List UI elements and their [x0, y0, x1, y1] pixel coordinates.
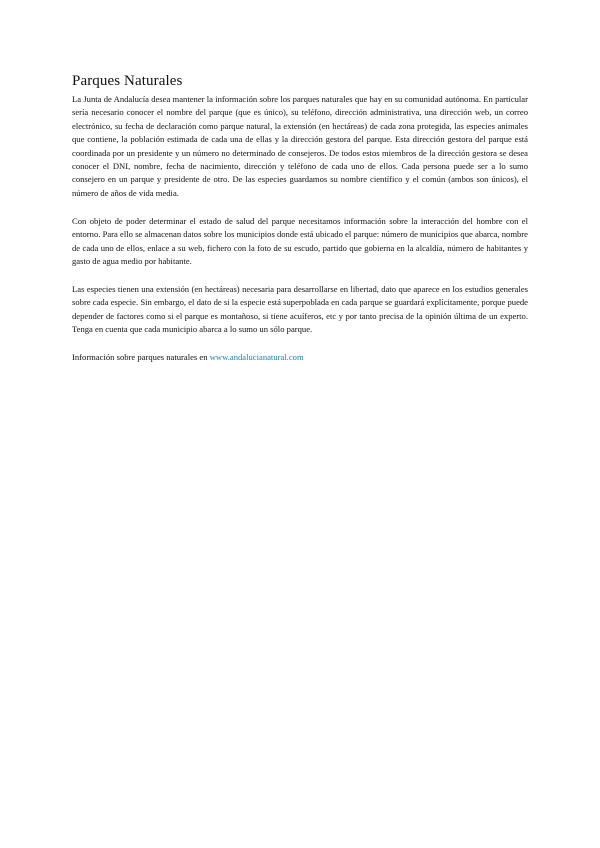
website-link[interactable]: www.andalucianatural.com — [209, 352, 304, 362]
document-body — [72, 72, 528, 379]
footer-line — [72, 351, 528, 364]
footer-text: Información sobre parques naturales en — [72, 352, 210, 362]
paragraph-1: La Junta de Andalucía desea mantener la información sobre los parques naturales que hay en su comunidad autónoma. En particular sería necesario conocer el nombre del parque (que es único), su teléfono, dirección administrativa, una dirección web, un correo electrónico, su fecha de declaración como parque natural, la extensión (en hectáreas) de cada zona protegida, las especies animales que contiene, la población estimada de cada una de ellas y la dirección gestora del parque. Esta dirección gestora del parque está coordinada por un presidente y un número no determinado de consejeros. De todos estos miembros de la dirección gestora se desea conocer el DNI, nombre, fecha de nacimiento, dirección y teléfono de cada uno de ellos. Cada persona puede ser a lo sumo consejero en un parque y presidente de otro. De las especies guardamos su nombre científico y el común (ambos son únicos), el número de años de vida media. — [72, 94, 528, 198]
page-title: Parques Naturales — [72, 73, 183, 89]
paragraph-3: Las especies tienen una extensión (en hectáreas) necesaria para desarrollarse en libertad, dato que aparece en los estudios generales sobre cada especie. Sin embargo, el dato de si la especie está superpoblada en cada parque se guardará explícitamente, porque puede depender de factores como si el parque es montañoso, si tiene acuíferos, etc y por tanto precisa de la opinión última de un experto. Tenga en cuenta que cada municipio abarca a lo sumo un sólo parque. — [72, 283, 528, 335]
paragraph-2: Con objeto de poder determinar el estado de salud del parque necesitamos información sobre la interacción del hombre con el entorno. Para ello se almacenan datos sobre los municipios donde está ubicado el parque: número de municipios que abarca, nombre de cada uno de ellos, enlace a su web, fichero con la foto de su escudo, partido que gobierna en la alcaldía, número de habitantes y gasto de agua medio por habitante. — [72, 215, 528, 266]
